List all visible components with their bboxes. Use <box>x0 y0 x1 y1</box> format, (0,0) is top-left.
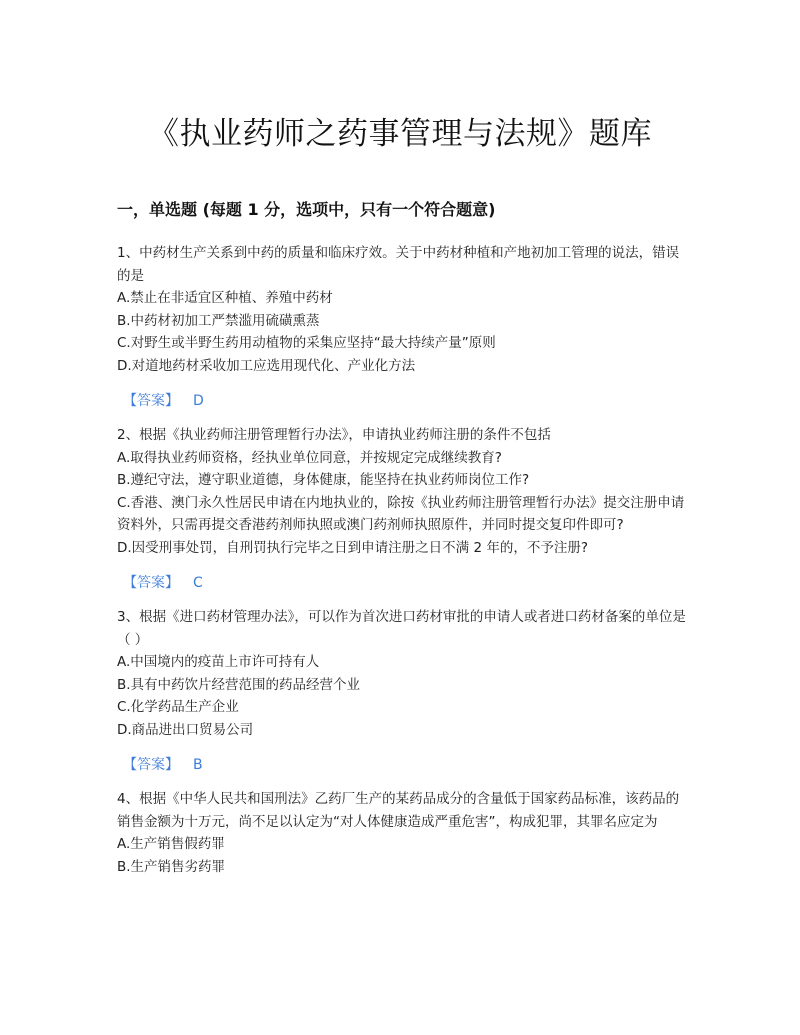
question-text: 3、根据《进口药材管理办法》，可以作为首次进口药材审批的申请人或者进口药材备案的单位是（ ） <box>117 609 686 648</box>
answer-value: D <box>193 393 204 409</box>
section-heading: 一，单选题 (每题 1 分，选项中，只有一个符合题意) <box>117 200 496 219</box>
question-text: 4、根据《中华人民共和国刑法》乙药厂生产的某药品成分的含量低于国家药品标准，该药品的销售金额为十万元，尚不足以认定为“对人体健康造成严重危害”，构成犯罪，其罪名应定为 <box>117 791 680 830</box>
option-c: C.化学药品生产企业 <box>117 699 239 715</box>
document-title: 《执业药师之药事管理与法规》题库 <box>148 116 652 152</box>
answer-line <box>123 754 687 776</box>
option-c: C.对野生或半野生药用动植物的采集应坚持“最大持续产量”原则 <box>117 335 496 351</box>
question-2 <box>117 424 687 594</box>
answer-value: C <box>193 575 203 591</box>
question-3 <box>117 606 687 776</box>
option-a: A.禁止在非适宜区种植、养殖中药材 <box>117 290 333 306</box>
option-b: B.具有中药饮片经营范围的药品经营个业 <box>117 676 361 693</box>
option-d: D.对道地药材采收加工应选用现代化、产业化方法 <box>117 357 416 374</box>
question-list <box>117 242 687 878</box>
answer-line <box>123 572 687 594</box>
question-4 <box>117 788 687 878</box>
option-a: A.生产销售假药罪 <box>117 836 225 852</box>
option-d: D.因受刑事处罚，自刑罚执行完毕之日到申请注册之日不满 2 年的，不予注册? <box>117 539 589 556</box>
option-b: B.中药材初加工严禁滥用硫磺熏蒸 <box>117 312 320 329</box>
answer-label: 【答案】 <box>123 393 179 409</box>
option-c: C.香港、澳门永久性居民申请在内地执业的，除按《执业药师注册管理暂行办法》提交注册申请资料外，只需再提交香港药剂师执照或澳门药剂师执照原件，并同时提交复印件即可? <box>117 494 685 533</box>
option-b: B.遵纪守法，遵守职业道德，身体健康，能坚持在执业药师岗位工作? <box>117 472 530 488</box>
option-b: B.生产销售劣药罪 <box>117 858 226 875</box>
answer-value: B <box>193 757 203 773</box>
question-text: 2、根据《执业药师注册管理暂行办法》，申请执业药师注册的条件不包括 <box>117 427 551 443</box>
answer-label: 【答案】 <box>123 757 179 773</box>
question-1 <box>117 242 687 412</box>
answer-label: 【答案】 <box>123 575 179 591</box>
question-text: 1、中药材生产关系到中药的质量和临床疗效。关于中药材种植和产地初加工管理的说法，错误的是 <box>117 245 680 284</box>
answer-line <box>123 390 687 412</box>
option-a: A.取得执业药师资格，经执业单位同意，并按规定完成继续教育? <box>117 449 502 466</box>
option-a: A.中国境内的疫苗上市许可持有人 <box>117 654 320 670</box>
option-d: D.商品进出口贸易公司 <box>117 721 254 738</box>
